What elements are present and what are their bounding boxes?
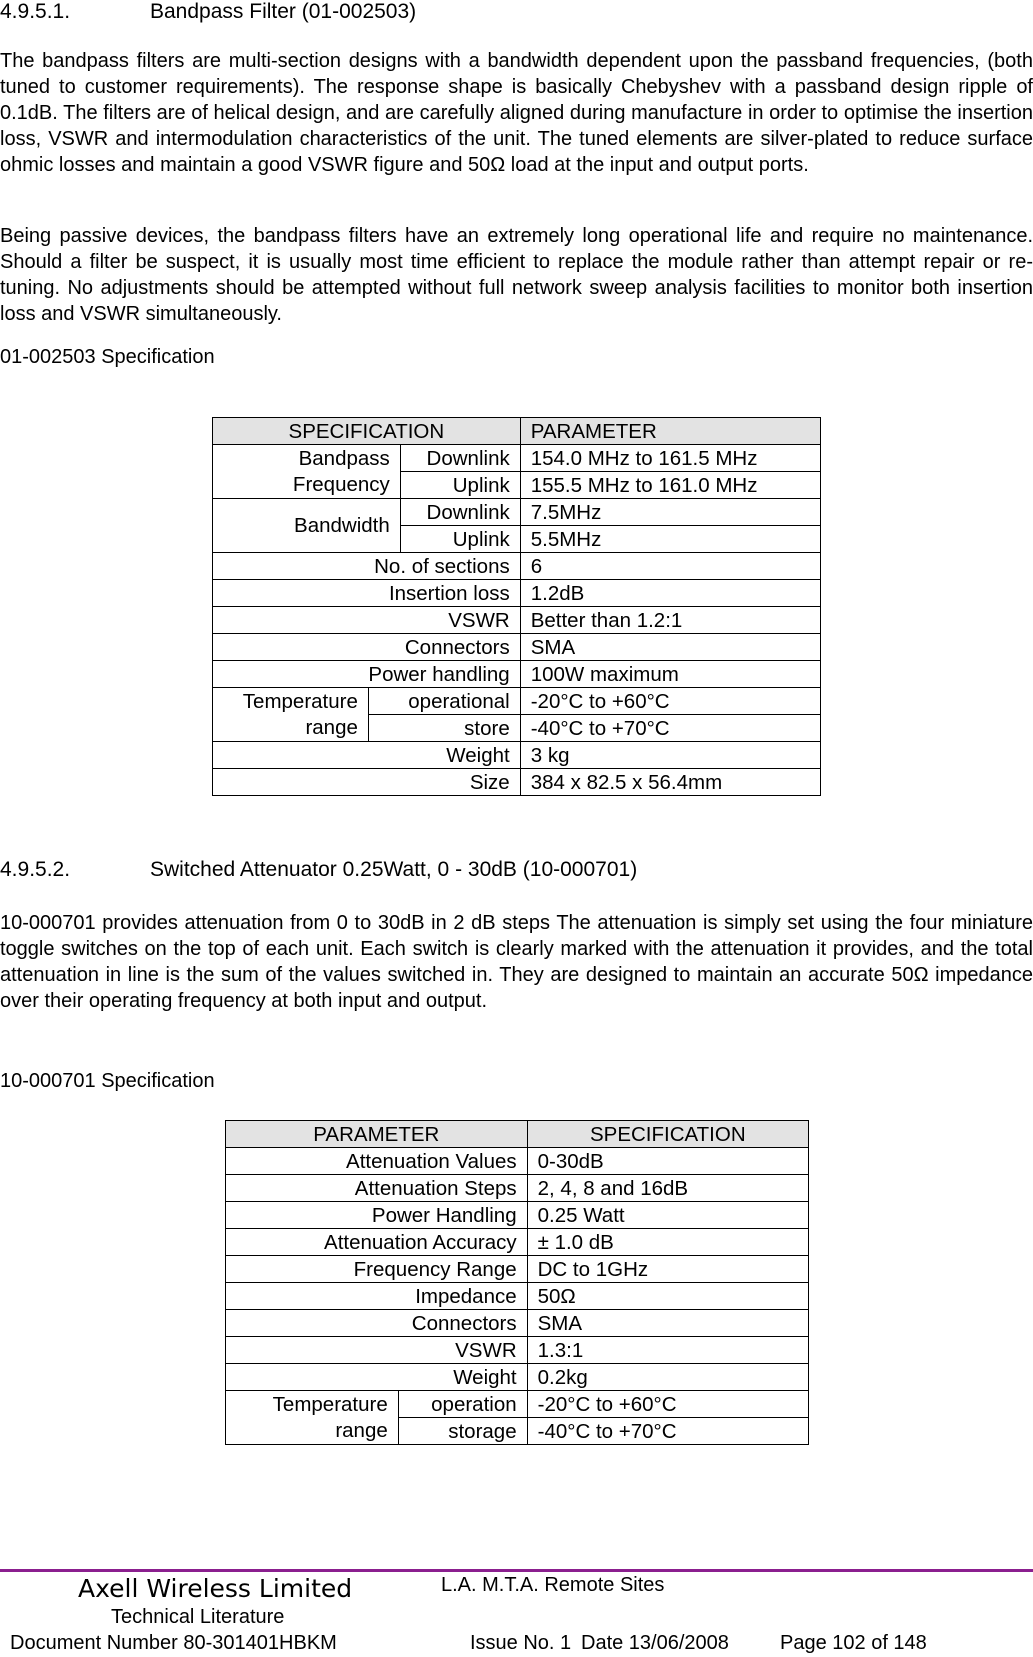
bandpass-label-line2: Frequency [292, 472, 390, 496]
section-number: 4.9.5.2. [0, 858, 71, 881]
paragraph-bandpass-maintenance: Being passive devices, the bandpass filters have an extremely long operational life and require no maintenance. Should a filter be suspect, it is usually most time efficient to replace the module rather than attempt repair or re-tuning. No adjustments should be attempted without full network sweep analysis facilities to monitor both insertion loss and VSWR simultaneously. [0, 225, 1033, 325]
table-row [213, 634, 821, 661]
table-row [226, 1391, 809, 1418]
table-row [226, 1256, 809, 1283]
row-value: 0-30dB [527, 1148, 808, 1175]
bandpass-downlink-value: 154.0 MHz to 161.5 MHz [520, 445, 820, 472]
storage-label: storage [398, 1418, 527, 1445]
power-handling-label: Power handling [213, 661, 521, 688]
bandwidth-label: Bandwidth [213, 499, 401, 553]
table-row [226, 1337, 809, 1364]
table-row [226, 1310, 809, 1337]
size-value: 384 x 82.5 x 56.4mm [520, 769, 820, 796]
paragraph-bandpass-description: The bandpass filters are multi-section designs with a bandwidth dependent upon the passband frequencies, (both tuned to customer requirements). The response shape is basically Chebyshev with a passband design ripple of 0.1dB. The filters are of helical design, and are carefully aligned during manufacture in order to optimise the insertion loss, VSWR and intermodulation characteristics of the unit. The tuned elements are silver-plated to reduce surface ohmic losses and maintain a good VSWR figure and 50Ω load at the input and output ports. [0, 50, 1033, 176]
row-value: 0.2kg [527, 1364, 808, 1391]
table-row [213, 607, 821, 634]
connectors-value: SMA [520, 634, 820, 661]
weight-label: Weight [213, 742, 521, 769]
project-name: L.A. M.T.A. Remote Sites [441, 1574, 665, 1596]
temperature-label-line1: Temperature [242, 689, 358, 713]
row-label: Power Handling [226, 1202, 528, 1229]
row-label: VSWR [226, 1337, 528, 1364]
table-row [226, 1364, 809, 1391]
connectors-label: Connectors [213, 634, 521, 661]
row-label: Attenuation Steps [226, 1175, 528, 1202]
spec-caption-attenuator: 10-000701 Specification [0, 1070, 215, 1092]
power-handling-value: 100W maximum [520, 661, 820, 688]
table-row [226, 1148, 809, 1175]
technical-literature-label: Technical Literature [111, 1606, 285, 1628]
downlink-label: Downlink [400, 445, 520, 472]
insertion-loss-label: Insertion loss [213, 580, 521, 607]
table-row [226, 1229, 809, 1256]
temperature-label-line1: Temperature [272, 1392, 388, 1416]
downlink-label: Downlink [400, 499, 520, 526]
row-label: Attenuation Accuracy [226, 1229, 528, 1256]
table-row [213, 661, 821, 688]
table-row [213, 688, 821, 715]
row-value: 1.3:1 [527, 1337, 808, 1364]
row-value: DC to 1GHz [527, 1256, 808, 1283]
sections-value: 6 [520, 553, 820, 580]
table-row [213, 580, 821, 607]
footer-divider [0, 1569, 1033, 1572]
row-label: Connectors [226, 1310, 528, 1337]
row-value: 0.25 Watt [527, 1202, 808, 1229]
header-specification: SPECIFICATION [527, 1121, 808, 1148]
table-row [213, 742, 821, 769]
operational-label: operational [368, 688, 520, 715]
temperature-label-line2: range [305, 715, 358, 739]
table-row [213, 445, 821, 472]
table-header-row [213, 418, 821, 445]
row-label: Weight [226, 1364, 528, 1391]
issue-date: Date 13/06/2008 [581, 1632, 729, 1654]
table-row [213, 553, 821, 580]
bandpass-label-line1: Bandpass [298, 446, 390, 470]
vswr-value: Better than 1.2:1 [520, 607, 820, 634]
size-label: Size [213, 769, 521, 796]
operation-label: operation [398, 1391, 527, 1418]
row-value: 2, 4, 8 and 16dB [527, 1175, 808, 1202]
vswr-label: VSWR [213, 607, 521, 634]
section-title: Switched Attenuator 0.25Watt, 0 - 30dB (10-000701) [150, 858, 638, 881]
insertion-loss-value: 1.2dB [520, 580, 820, 607]
table-row [213, 499, 821, 526]
temperature-storage-value: -40°C to +70°C [527, 1418, 808, 1445]
page-number: Page 102 of 148 [780, 1632, 927, 1654]
uplink-label: Uplink [400, 526, 520, 553]
bandwidth-uplink-value: 5.5MHz [520, 526, 820, 553]
weight-value: 3 kg [520, 742, 820, 769]
sections-label: No. of sections [213, 553, 521, 580]
uplink-label: Uplink [400, 472, 520, 499]
section-heading-bandpass [0, 0, 416, 24]
bandpass-spec-table [212, 417, 821, 796]
row-label: Frequency Range [226, 1256, 528, 1283]
bandpass-uplink-value: 155.5 MHz to 161.0 MHz [520, 472, 820, 499]
section-number: 4.9.5.1. [0, 0, 71, 23]
temperature-store-value: -40°C to +70°C [520, 715, 820, 742]
section-title: Bandpass Filter (01-002503) [150, 0, 417, 23]
table-header-row [226, 1121, 809, 1148]
bandpass-frequency-label [213, 445, 401, 499]
row-value: SMA [527, 1310, 808, 1337]
row-value: 50Ω [527, 1283, 808, 1310]
header-parameter: PARAMETER [226, 1121, 528, 1148]
company-name: Axell Wireless Limited [78, 1574, 353, 1603]
temperature-operational-value: -20°C to +60°C [520, 688, 820, 715]
issue-number: Issue No. 1 [470, 1632, 572, 1654]
document-number: Document Number 80-301401HBKM [10, 1632, 337, 1654]
header-parameter: PARAMETER [520, 418, 820, 445]
table-row [226, 1175, 809, 1202]
store-label: store [368, 715, 520, 742]
row-label: Attenuation Values [226, 1148, 528, 1175]
temperature-operation-value: -20°C to +60°C [527, 1391, 808, 1418]
paragraph-attenuator-description: 10-000701 provides attenuation from 0 to 30dB in 2 dB steps The attenuation is simply set using the four miniature toggle switches on the top of each unit. Each switch is clearly marked with the attenuation it provides, and the total attenuation in line is the sum of the values switched in. They are designed to maintain an accurate 50Ω impedance over their operating frequency at both input and output. [0, 912, 1033, 1012]
spec-caption-bandpass: 01-002503 Specification [0, 346, 215, 368]
header-specification: SPECIFICATION [213, 418, 521, 445]
table-row [226, 1202, 809, 1229]
bandwidth-downlink-value: 7.5MHz [520, 499, 820, 526]
temperature-range-label [226, 1391, 399, 1445]
attenuator-spec-table [225, 1120, 809, 1445]
section-heading-attenuator [0, 858, 637, 882]
temperature-label-line2: range [335, 1418, 388, 1442]
temperature-range-label [213, 688, 369, 742]
row-label: Impedance [226, 1283, 528, 1310]
table-row [226, 1283, 809, 1310]
table-row [213, 769, 821, 796]
row-value: ± 1.0 dB [527, 1229, 808, 1256]
